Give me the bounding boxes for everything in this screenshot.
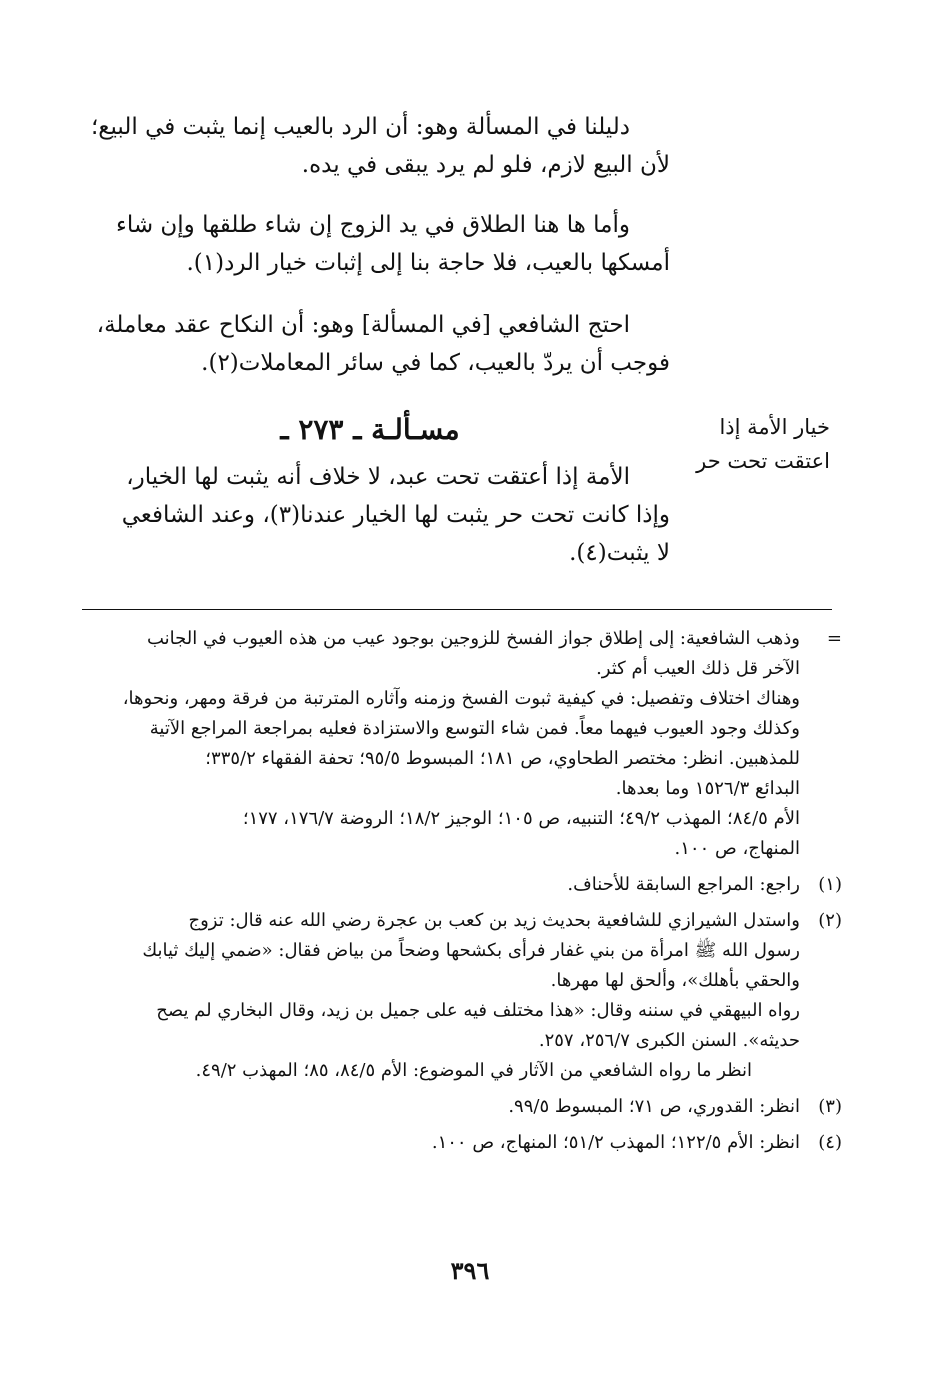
footnote-divider bbox=[82, 609, 832, 610]
footnote-2-line: رسول الله ﷺ امرأة من بني غفار فرأى بكشحها وضحاً من بياض فقال: «ضمي إليك ثيابك bbox=[142, 940, 800, 961]
paragraph-1 bbox=[80, 108, 670, 184]
footnote-1-marker: (١) bbox=[818, 874, 842, 895]
paragraph-1-line-2: لأن البيع لازم، فلو لم يرد يبقى في يده. bbox=[301, 152, 670, 178]
footnote-2-line: حديثه». السنن الكبرى ٢٥٦/٧، ٢٥٧. bbox=[538, 1030, 800, 1051]
paragraph-2-line-1: وأما ها هنا الطلاق في يد الزوج إن شاء طلقها وإن شاء bbox=[116, 212, 630, 238]
page-number: ٣٩٦ bbox=[450, 1256, 490, 1285]
footnote-continuation-line: وذهب الشافعية: إلى إطلاق جواز الفسخ للزوجين بوجود عيب من هذه العيوب في الجانب bbox=[147, 628, 800, 649]
footnote-4-text: انظر: الأم ١٢٢/٥؛ المهذب ٥١/٢؛ المنهاج، ص ١٠٠. bbox=[431, 1132, 800, 1153]
footnote-continuation-line: الآخر قل ذلك العيب أم كثر. bbox=[596, 658, 800, 679]
margin-note bbox=[690, 410, 830, 478]
footnote-4-marker: (٤) bbox=[818, 1132, 842, 1153]
footnote-2-line: انظر ما رواه الشافعي من الآثار في الموضوع: الأم ٨٤/٥، ٨٥؛ المهذب ٤٩/٢. bbox=[195, 1060, 752, 1081]
footnote-continuation-line: البدائع ١٥٢٦/٣ وما بعدها. bbox=[615, 778, 800, 799]
footnote-4 bbox=[92, 1128, 842, 1158]
footnote-3-text: انظر: القدوري، ص ٧١؛ المبسوط ٩٩/٥. bbox=[508, 1096, 800, 1117]
footnote-continuation bbox=[92, 624, 842, 864]
footnote-2-line: واستدل الشيرازي للشافعية بحديث زيد بن كعب بن عجرة رضي الله عنه قال: تزوج bbox=[188, 910, 800, 931]
footnote-3-marker: (٣) bbox=[818, 1096, 842, 1117]
footnote-1-text: راجع: المراجع السابقة للأحناف. bbox=[567, 874, 800, 895]
paragraph-2 bbox=[80, 206, 670, 282]
margin-note-line-2: اعتقت تحت حر bbox=[696, 449, 830, 473]
footnotes bbox=[92, 624, 842, 1164]
paragraph-2-line-2: أمسكها بالعيب، فلا حاجة بنا إلى إثبات خيار الرد(١). bbox=[186, 250, 670, 276]
paragraph-3-line-1: احتج الشافعي [في المسألة] وهو: أن النكاح عقد معاملة، bbox=[96, 312, 630, 338]
footnote-continuation-line: المنهاج، ص ١٠٠. bbox=[674, 838, 800, 859]
footnote-continuation-marker: = bbox=[826, 628, 842, 649]
footnote-2 bbox=[92, 906, 842, 1086]
section-heading: مسـألـة ـ ٢٧٣ ـ bbox=[280, 413, 460, 446]
paragraph-3-line-2: فوجب أن يردّ بالعيب، كما في سائر المعاملات(٢). bbox=[201, 350, 670, 376]
footnote-2-line: والحقي بأهلك»، وألحق لها مهرها. bbox=[550, 970, 800, 991]
footnote-3 bbox=[92, 1092, 842, 1122]
paragraph-3 bbox=[80, 306, 670, 382]
footnote-continuation-line: وهناك اختلاف وتفصيل: في كيفية ثبوت الفسخ وزمنه وآثاره المترتبة من فرقة ومهر، ونحوها، bbox=[122, 688, 800, 709]
footnote-continuation-line: للمذهبين. انظر: مختصر الطحاوي، ص ١٨١؛ المبسوط ٩٥/٥؛ تحفة الفقهاء ٣٣٥/٢؛ bbox=[205, 748, 800, 769]
margin-note-line-1: خيار الأمة إذا bbox=[719, 415, 830, 439]
paragraph-1-line-1: دليلنا في المسألة وهو: أن الرد بالعيب إنما يثبت في البيع؛ bbox=[90, 114, 630, 140]
footnote-continuation-line: الأم ٨٤/٥؛ المهذب ٤٩/٢؛ التنبيه، ص ١٠٥؛ الوجيز ١٨/٢؛ الروضة ١٧٦/٧، ١٧٧؛ bbox=[242, 808, 800, 829]
paragraph-4-line-3: لا يثبت(٤). bbox=[569, 540, 670, 566]
footnote-1 bbox=[92, 870, 842, 900]
paragraph-4-line-1: الأمة إذا أعتقت تحت عبد، لا خلاف أنه يثبت لها الخيار، bbox=[126, 464, 630, 490]
paragraph-4-line-2: وإذا كانت تحت حر يثبت لها الخيار عندنا(٣)، وعند الشافعي bbox=[121, 502, 670, 528]
paragraph-4 bbox=[80, 458, 670, 572]
footnote-2-marker: (٢) bbox=[818, 910, 842, 931]
footnote-continuation-line: وكذلك وجود العيوب فيهما معاً. فمن شاء التوسع والاستزادة فعليه بمراجعة المراجع الآتية bbox=[149, 718, 800, 739]
footnote-2-line: رواه البيهقي في سننه وقال: «هذا مختلف فيه على جميل بن زيد، وقال البخاري لم يصح bbox=[156, 1000, 800, 1021]
